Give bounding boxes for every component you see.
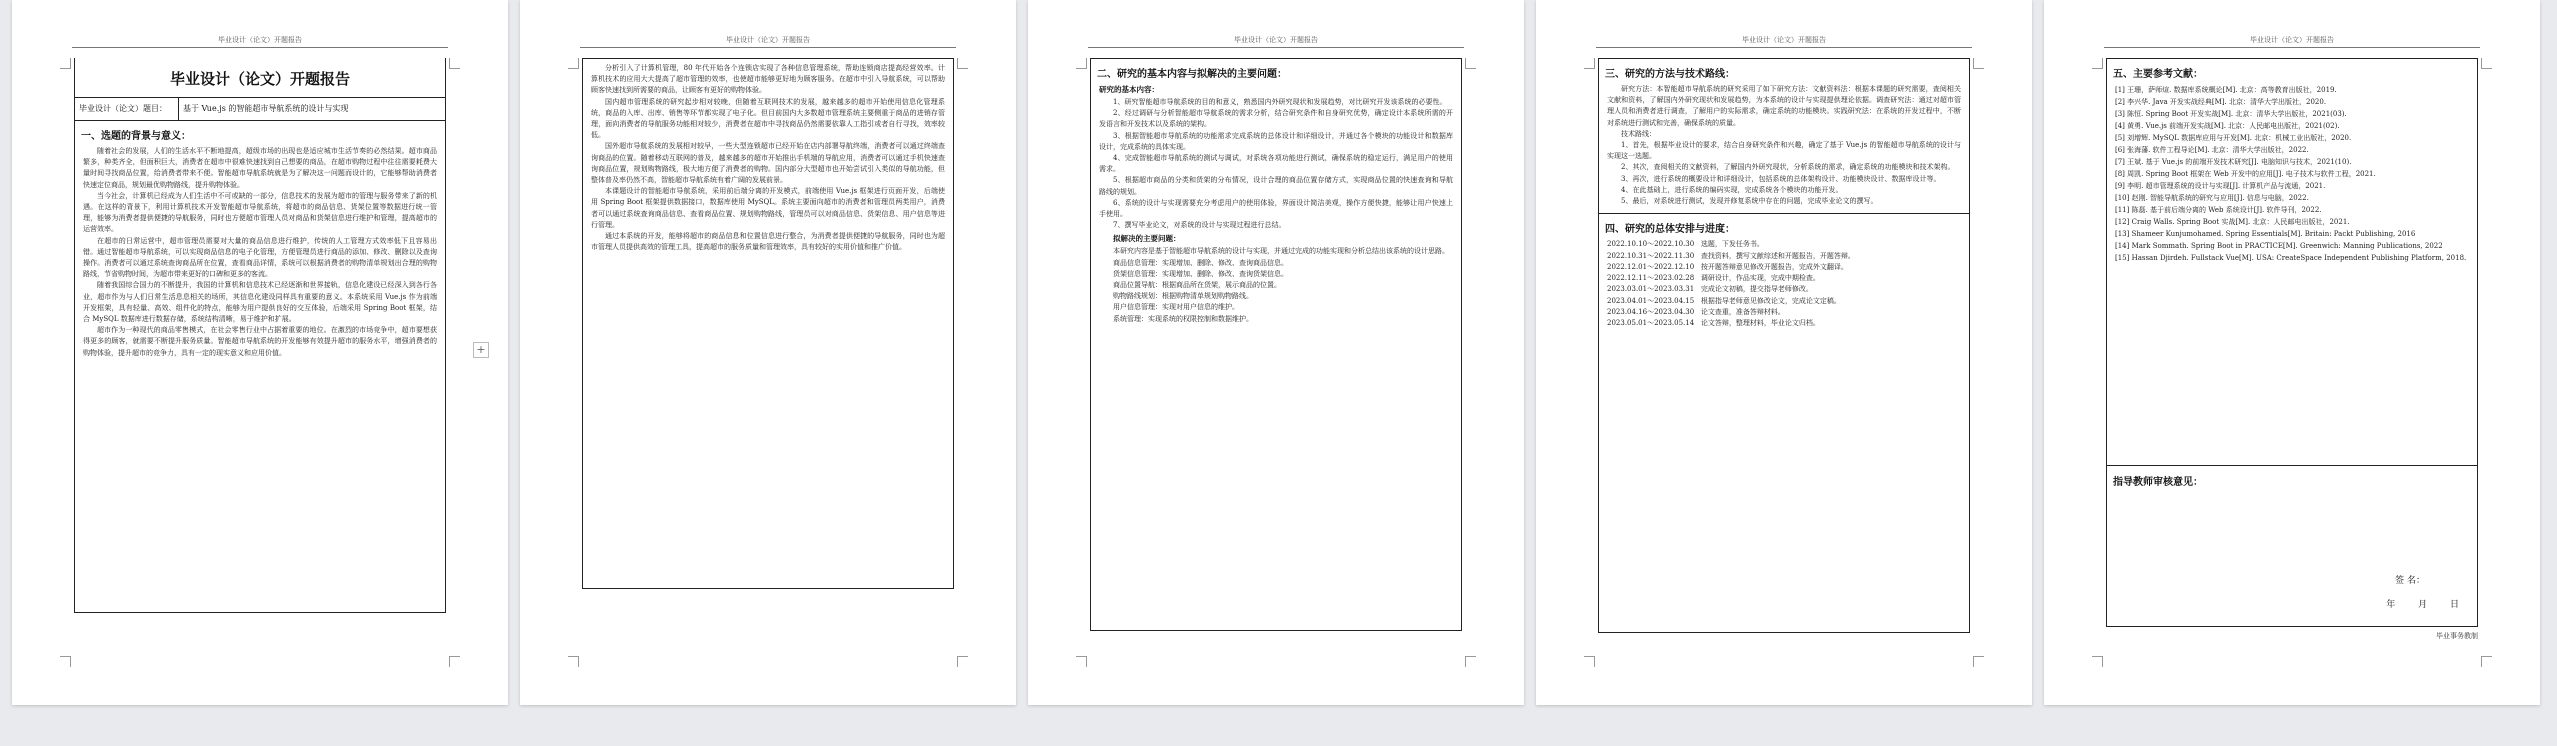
paragraph: 通过本系统的开发，能够将超市的商品信息和位置信息进行整合，为消费者提供便捷的导航服务，同时也为超市管理人员提供高效的管理工具，提高超市的服务质量和管理效率，具有较好的实用价值和推广价值。 xyxy=(591,232,945,252)
reference-item: [11] 陈磊. 基于前后端分离的 Web 系统设计[J]. 软件导刊，2022. xyxy=(2115,206,2322,214)
opinion-title[interactable]: 指导教师审核意见： xyxy=(2113,477,2203,488)
corner-mark xyxy=(568,656,579,667)
paragraph: 当今社会，计算机已经成为人们生活中不可或缺的一部分，信息技术的发展为超市的管理与服务带来了新的机遇。在这样的背景下，利用计算机技术开发智能超市导航系统，将超市的商品信息、货架位置等数据进行统一管理，能够为消费者提供便捷的导航服务，同时也方便超市管理人员对商品和货架信息进行维护和管理，提高超市的运营效率。 xyxy=(83,191,437,234)
paragraph: 3、根据智能超市导航系统的功能需求完成系统的总体设计和详细设计，并通过各个模块的功能设计和数据库设计，完成系统的具体实现。 xyxy=(1099,131,1453,151)
paragraph: 4、完成智能超市导航系统的测试与调试，对系统各项功能进行测试，确保系统的稳定运行，满足用户的使用需求。 xyxy=(1099,154,1453,174)
document-page-5 xyxy=(2044,0,2540,705)
paragraph: 5、根据超市商品的分类和货架的分布情况，设计合理的商品位置存储方式，实现商品位置的快速查询和导航路线的规划。 xyxy=(1099,176,1453,196)
add-row-button[interactable]: + xyxy=(473,342,489,358)
text-line: 2022.12.01～2022.12.10 按开题答辩意见修改开题报告，完成外文翻译。 xyxy=(1607,262,1848,271)
paragraph: 用户信息管理：实现对用户信息的维护。 xyxy=(1113,303,1239,312)
paragraph: 随着社会的发展，人们的生活水平不断地提高，超级市场的出现也是适应城市生活节奏的必然结果。超市商品繁多，种类齐全，但面积巨大，消费者在超市中很难快速找到自己想要的商品，在超市购物过程中往往需要耗费大量时间寻找商品位置，给消费者带来不便。智能超市导航系统就是为了解决这一问题而设计的，它能够帮助消费者快速定位商品，规划最优购物路线，提升购物体验。 xyxy=(83,147,437,189)
reference-item: [5] 刘增辉. MySQL 数据库应用与开发[M]. 北京：机械工业出版社，2020. xyxy=(2115,134,2352,142)
subsection-title: 研究的基本内容： xyxy=(1099,85,1159,94)
paragraph: 5、最后，对系统进行测试，发现并修复系统中存在的问题，完成毕业论文的撰写。 xyxy=(1621,197,1878,206)
text-line: 2022.12.11～2023.02.28 调研设计，作品实现，完成中期检查。 xyxy=(1607,274,1820,283)
subsection-title: 拟解决的主要问题： xyxy=(1113,234,1181,244)
schedule-list xyxy=(1599,239,1969,329)
reference-item: [7] 王斌. 基于 Vue.js 的前端开发技术研究[J]. 电脑知识与技术，2021(10). xyxy=(2115,158,2352,166)
corner-mark xyxy=(2092,656,2103,667)
paragraph: 国外超市导航系统的发展相对较早，一些大型连锁超市已经开始在店内部署导航终端，消费者可以通过终端查询商品的位置。随着移动互联网的普及，越来越多的超市开始推出手机端的导航应用，消费者可以通过手机快速查询商品位置，规划购物路线，极大地方便了消费者的购物。国内部分大型超市也开始尝试引入类似的导航功能，但整体普及率仍然不高，智能超市导航系统有着广阔的发展前景。 xyxy=(591,142,945,185)
corner-mark xyxy=(1973,58,1984,69)
paragraph: 国内超市管理系统的研究起步相对较晚，但随着互联网技术的发展，越来越多的超市开始使用信息化管理系统，商品的入库、出库、销售等环节都实现了电子化。但目前国内大多数超市管理系统主要侧重于商品的进销存管理，面向消费者的导航服务功能相对较少，消费者在超市中寻找商品仍然需要依靠人工指引或者自行寻找，效率较低。 xyxy=(591,97,945,140)
section-divider xyxy=(2107,465,2477,466)
text-line: 2022.10.10～2022.10.30 选题，下发任务书。 xyxy=(1607,240,1764,249)
paragraph: 商品信息管理：实现增加、删除、修改、查询商品信息。 xyxy=(1113,258,1288,267)
content-list xyxy=(1091,97,1461,231)
corner-mark xyxy=(60,656,71,667)
corner-mark xyxy=(1465,58,1476,69)
reference-item: [1] 王珊，萨师煊. 数据库系统概论[M]. 北京：高等教育出版社，2019. xyxy=(2115,86,2337,94)
problem-list xyxy=(1091,246,1461,324)
paragraph: 系统管理：实现系统的权限控制和数据维护。 xyxy=(1113,314,1253,323)
reference-item: [14] Mark Sommath. Spring Boot in PRACTICE[M]. Greenwich: Manning Publications, 2022 xyxy=(2115,242,2443,250)
corner-mark xyxy=(2481,58,2492,69)
page-header: 毕业设计（论文）开题报告 xyxy=(580,35,956,48)
reference-item: [13] Shameer Kunjumohamed. Spring Essentials[M]. Britain: Packt Publishing, 2016 xyxy=(2115,230,2416,238)
document-page-3 xyxy=(1028,0,1524,705)
reference-item: [15] Hassan Djirdeh. Fullstack Vue[M]. USA: CreateSpace Independent Publishing Platform, 2018. xyxy=(2115,254,2467,262)
reference-item: [12] Craig Walls. Spring Boot 实战[M]. 北京：人民邮电出版社，2021. xyxy=(2115,218,2350,226)
section-title: 四、研究的总体安排与进度： xyxy=(1605,224,1735,236)
corner-mark xyxy=(1076,58,1087,69)
corner-mark xyxy=(957,656,968,667)
reference-item: [6] 张海藩. 软件工程导论[M]. 北京：清华大学出版社，2022. xyxy=(2115,146,2309,154)
section-title: 一、选题的背景与意义： xyxy=(81,131,191,142)
corner-mark xyxy=(1973,656,1984,667)
corner-mark xyxy=(449,58,460,69)
corner-mark xyxy=(449,656,460,667)
signature-label: 签 名： xyxy=(2395,576,2425,586)
section-title: 三、研究的方法与技术路线： xyxy=(1605,69,1735,80)
report-frame xyxy=(2106,58,2478,627)
paragraph: 7、撰写毕业论文，对系统的设计与实现过程进行总结。 xyxy=(1113,221,1286,230)
report-frame xyxy=(1090,58,1462,631)
reference-item: [2] 李兴华. Java 开发实战经典[M]. 北京：清华大学出版社，2020. xyxy=(2115,98,2327,106)
report-frame xyxy=(1598,58,1970,633)
paragraph: 研究方法：本智能超市导航系统的研究采用了如下研究方法：文献资料法：根据本课题的研究需要，查阅相关文献和资料，了解国内外研究现状和发展趋势，为本系统的设计与实现提供理论依据。调查研究法：通过对超市管理人员和消费者进行调查，了解用户的实际需求，确定系统的功能模块。实践研究法：在系统的开发过程中，不断对系统进行测试和完善，确保系统的质量。 xyxy=(1607,85,1961,127)
paragraph: 超市作为一种现代的商品零售模式，在社会零售行业中占据着重要的地位。在激烈的市场竞争中，超市要想获得更多的顾客，就需要不断提升服务质量。智能超市导航系统的开发能够有效提升超市的服务水平，增强消费者的购物体验，提升超市的竞争力，具有一定的现实意义和应用价值。 xyxy=(83,326,437,357)
text-line: 2022.10.31～2022.11.30 查找资料，撰写文献综述和开题报告，开题答辩。 xyxy=(1607,251,1855,260)
paragraph: 货架信息管理：实现增加、删除、修改、查询货架信息。 xyxy=(1113,269,1288,278)
report-title: 毕业设计（论文）开题报告 xyxy=(169,70,350,88)
paragraph: 在超市的日常运营中，超市管理员需要对大量的商品信息进行维护，传统的人工管理方式效率低下且容易出错。通过智能超市导航系统，可以实现商品信息的电子化管理，方便管理员进行商品的添加、修改、删除以及查询操作。消费者可以通过系统查询商品所在位置，查看商品详情，系统可以根据消费者的购物清单规划出合理的购物路线，节省购物时间，为超市带来更好的口碑和更多的客流。 xyxy=(83,236,437,279)
text-line: 2023.04.01～2023.04.15 根据指导老师意见修改论文，完成论文定稿。 xyxy=(1607,296,1841,305)
text-line: 2023.03.01～2023.03.31 完成论文初稿，提交指导老师修改。 xyxy=(1607,285,1813,294)
section-title: 五、主要参考文献： xyxy=(2113,69,2203,80)
paragraph: 商品位置导航：根据商品所在货架，展示商品的位置。 xyxy=(1113,281,1281,290)
corner-mark xyxy=(1465,656,1476,667)
section-body xyxy=(583,63,953,253)
topic-value[interactable]: 基于 Vue.js 的智能超市导航系统的设计与实现 xyxy=(183,104,349,113)
reference-item: [9] 李明. 超市管理系统的设计与实现[J]. 计算机产品与流通，2021. xyxy=(2115,182,2326,190)
page-header: 毕业设计（论文）开题报告 xyxy=(1596,35,1972,48)
corner-mark xyxy=(1076,656,1087,667)
paragraph: 购物路线规划：根据购物清单规划购物路线。 xyxy=(1113,292,1253,301)
corner-mark xyxy=(60,58,71,69)
document-page-1 xyxy=(12,0,508,705)
topic-label: 毕业设计（论文）题目： xyxy=(75,98,179,120)
paragraph: 3、再次，进行系统的概要设计和详细设计，包括系统的总体架构设计、功能模块设计、数据库设计等。 xyxy=(1621,174,1941,183)
reference-item: [8] 周凯. Spring Boot 框架在 Web 开发中的应用[J]. 电子技术与软件工程，2021. xyxy=(2115,170,2376,178)
report-frame xyxy=(74,58,446,613)
date-label: 年 月 日 xyxy=(2386,600,2459,610)
reference-list xyxy=(2107,84,2477,264)
page-header: 毕业设计（论文）开题报告 xyxy=(72,35,448,48)
paragraph: 2、其次，查阅相关的文献资料，了解国内外研究现状，分析系统的需求，确定系统的功能模块和技术架构。 xyxy=(1621,163,1955,172)
corner-mark xyxy=(957,58,968,69)
paragraph: 分析引入了计算机管理，80 年代开始各个连锁店实现了各种信息管理系统，帮助连锁商店提高经营效率。计算机技术的应用大大提高了超市管理的效率，也使超市能够更好地为顾客服务。在超市中引入导航系统，可以帮助顾客快速找到所需要的商品，让顾客有更好的购物体验。 xyxy=(591,64,945,95)
page-header: 毕业设计（论文）开题报告 xyxy=(2104,35,2480,48)
section-divider xyxy=(1599,213,1969,214)
paragraph: 本研究内容是基于智能超市导航系统的设计与实现，并通过完成的功能实现和分析总结出该系统的设计思路。 xyxy=(1113,247,1449,256)
corner-mark xyxy=(1584,58,1595,69)
reference-item: [10] 赵刚. 智能导航系统的研究与应用[J]. 信息与电脑，2022. xyxy=(2115,194,2309,202)
section-body xyxy=(75,146,445,359)
corner-mark xyxy=(568,58,579,69)
reference-item: [4] 黄勇. Vue.js 前端开发实战[M]. 北京：人民邮电出版社，2021(02). xyxy=(2115,122,2340,130)
paragraph: 1、首先，根据毕业设计的要求，结合自身研究条件和兴趣，确定了基于 Vue.js 的智能超市导航系统的设计与实现这一选题。 xyxy=(1607,141,1961,161)
paragraph: 技术路线： xyxy=(1621,129,1656,138)
corner-mark xyxy=(2481,656,2492,667)
paragraph: 2、经过调研与分析智能超市导航系统的需求分析，结合研究条件和自身研究优势，确定设计本系统所需的开发语言和开发技术以及系统的架构。 xyxy=(1099,109,1453,129)
report-frame xyxy=(582,58,954,589)
section-body xyxy=(1599,84,1969,207)
corner-mark xyxy=(2092,58,2103,69)
section-title: 二、研究的基本内容与拟解决的主要问题： xyxy=(1097,69,1287,80)
paragraph: 6、系统的设计与实现需要充分考虑用户的使用体验，界面设计简洁美观，操作方便快捷，能够让用户快速上手使用。 xyxy=(1099,198,1453,219)
text-line: 2023.05.01～2023.05.14 论文答辩，整理材料，毕业论文归档。 xyxy=(1607,319,1820,328)
document-page-4 xyxy=(1536,0,2032,705)
footnote-text: 毕业事务教制 xyxy=(2436,632,2478,640)
corner-mark xyxy=(1584,656,1595,667)
page-header: 毕业设计（论文）开题报告 xyxy=(1088,35,1464,48)
paragraph: 4、在此基础上，进行系统的编码实现，完成系统各个模块的功能开发。 xyxy=(1621,185,1843,194)
topic-row xyxy=(75,97,445,121)
paragraph: 本课题设计的智能超市导航系统，采用前后端分离的开发模式，前端使用 Vue.js 框架进行页面开发，后端使用 Spring Boot 框架提供数据接口，数据库使用 MySQL。系统主要面向超市的消费者和管理员两类用户，消费者可以通过系统查询商品信息、查看商品位置、规划购物路线，管理员可以对商品信息、货架信息、用户信息等进行管理。 xyxy=(591,187,945,229)
document-page-2 xyxy=(520,0,1016,705)
paragraph: 随着我国综合国力的不断提升，我国的计算机和信息技术已经逐渐和世界接轨，信息化建设已经深入到各行各业，超市作为与人们日常生活息息相关的场所，其信息化建设同样具有重要的意义。本系统采用 Vue.js 作为前端开发框架，具有轻量、高效、组件化的特点，能够为用户提供良好的交互体验，后端采用 Spring Boot 框架，结合 MySQL 数据库进行数据存储，系统结构清晰，易于维护和扩展。 xyxy=(83,281,437,324)
reference-item: [3] 陈恒. Spring Boot 开发实战[M]. 北京：清华大学出版社，2021(03). xyxy=(2115,110,2347,118)
text-line: 2023.04.16～2023.04.30 论文查重，准备答辩材料。 xyxy=(1607,308,1785,317)
paragraph: 1、研究智能超市导航系统的目的和意义，熟悉国内外研究现状和发展趋势，对比研究开发该系统的必要性。 xyxy=(1113,98,1447,106)
